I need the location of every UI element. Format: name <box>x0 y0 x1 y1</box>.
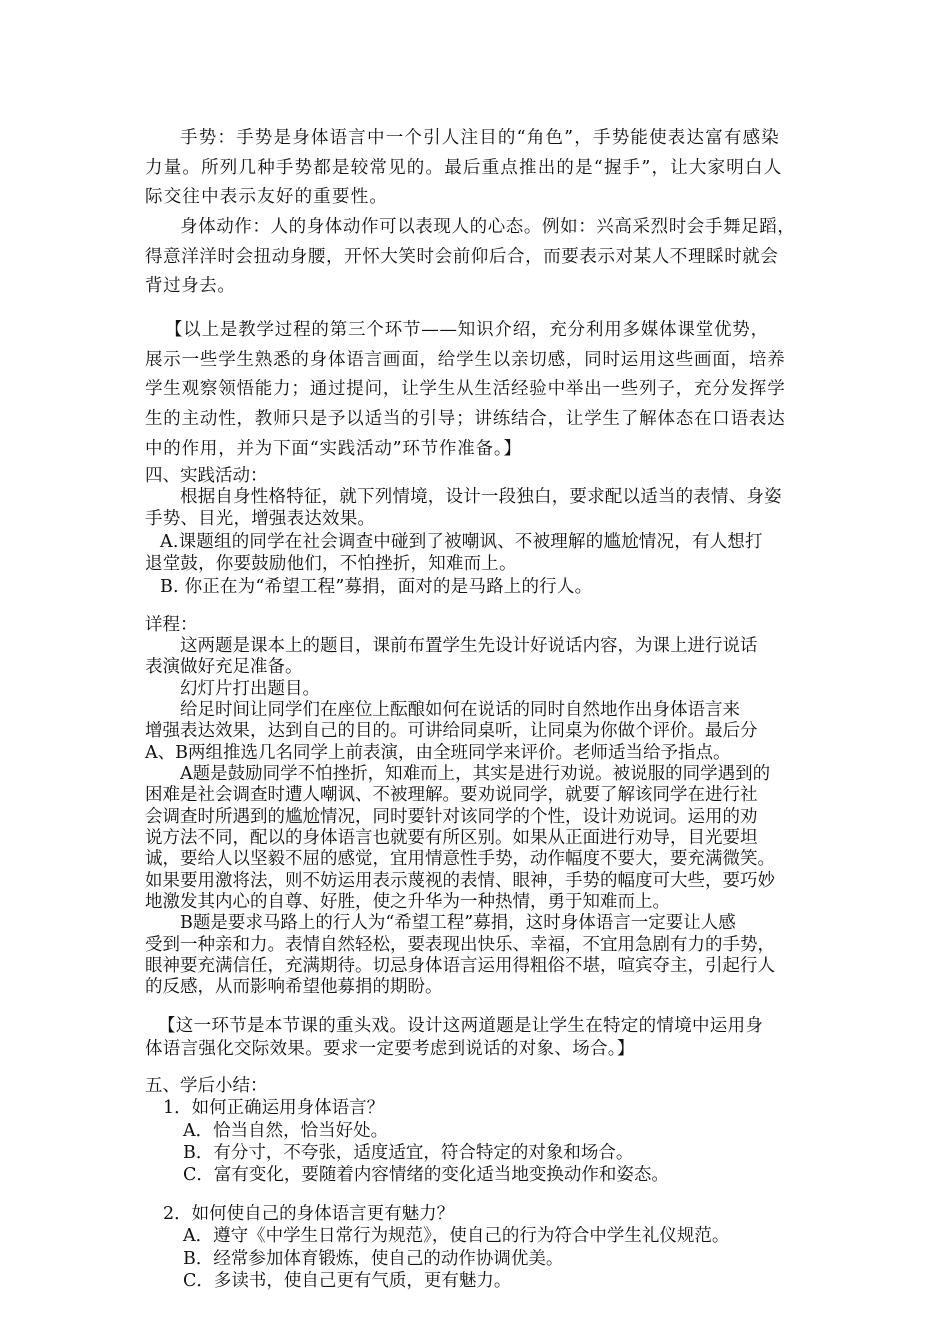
paragraph-line: 生的主动性，教师只是予以适当的引导；讲练结合，让学生了解体态在口语表达 <box>145 409 786 429</box>
paragraph-line: 说方法不同，配以的身体语言也就要有所区别。如果从正面进行劝导，目光要坦 <box>145 828 758 848</box>
paragraph-line: A、B两组推选几名同学上前表演，由全班同学来评价。老师适当给予指点。 <box>145 743 731 763</box>
paragraph-line: 受到一种亲和力。表情自然轻松，要表现出快乐、幸福，不宜用急剧有力的手势， <box>145 935 775 955</box>
paragraph-line: 手势、目光，增强表达效果。 <box>145 509 376 529</box>
paragraph-line: 【以上是教学过程的第三个环节——知识介绍，充分利用多媒体课堂优势， <box>165 320 769 340</box>
paragraph-line: 得意洋洋时会扭动身腰，开怀大笑时会前仰后合，而要表示对某人不理睬时就会 <box>145 247 779 267</box>
paragraph-line: A题是鼓励同学不怕挫折，知难而上，其实是进行劝说。被说服的同学遇到的 <box>180 764 771 784</box>
section-heading: 详程： <box>145 615 198 635</box>
paragraph-line: B题是要求马路上的行人为“希望工程”募捐，这时身体语言一定要让人感 <box>180 913 736 933</box>
paragraph-line: 这两题是课本上的题目，课前布置学生先设计好说话内容，为课上进行说话 <box>180 636 758 656</box>
paragraph-line: 困难是社会调查时遭人嘲讽、不被理解。要劝说同学，就要了解该同学在进行社 <box>145 785 758 805</box>
paragraph-line: 给足时间让同学们在座位上酝酿如何在说话的同时自然地作出身体语言来 <box>180 700 740 720</box>
paragraph-line: 身体动作：人的身体动作可以表现人的心态。例如：兴高采烈时会手舞足蹈， <box>180 217 796 237</box>
paragraph-line: 增强表达效果，达到自己的目的。可讲给同桌听，让同桌为你做个评价。最后分 <box>145 721 758 741</box>
answer-item: B．经常参加体育锻炼，使自己的动作协调优美。 <box>183 1249 564 1269</box>
paragraph-line: 展示一些学生熟悉的身体语言画面，给学生以亲切感，同时运用这些画面，培养 <box>145 350 786 370</box>
paragraph-line: 中的作用，并为下面“实践活动”环节作准备。】 <box>145 439 522 459</box>
paragraph-line: 如果要用激将法，则不妨运用表示蔑视的表情、眼神，手势的幅度可大些，要巧妙 <box>145 871 775 891</box>
paragraph-line: 退堂鼓，你要鼓励他们，不怕挫折，知难而上。 <box>145 554 517 574</box>
paragraph-line: 诚，要给人以坚毅不屈的感觉，宜用情意性手势，动作幅度不要大，要充满微笑。 <box>145 849 775 869</box>
paragraph-line: 手势：手势是身体语言中一个引人注目的“角色”，手势能使表达富有感染 <box>180 128 780 148</box>
paragraph-line: 表演做好充足准备。 <box>145 657 303 677</box>
paragraph-line: 的反感，从而影响希望他募捐的期盼。 <box>145 977 443 997</box>
section-heading: 四、实践活动： <box>145 466 268 486</box>
scenario-b: B. 你正在为“希望工程”募捐，面对的是马路上的行人。 <box>160 577 593 597</box>
paragraph-line: 地激发其内心的自尊、好胜，使之升华为一种热情，勇于知难而上。 <box>145 892 670 912</box>
answer-item: B．有分寸，不夸张，适度适宜，符合特定的对象和场合。 <box>183 1143 634 1163</box>
paragraph-line: 学生观察领悟能力；通过提问，让学生从生活经验中举出一些列子，充分发挥学 <box>145 379 786 399</box>
paragraph-line: 幻灯片打出题目。 <box>180 679 320 699</box>
paragraph-line: 力量。所列几种手势都是较常见的。最后重点推出的是“握手”，让大家明白人 <box>145 158 783 178</box>
answer-item: A．遵守《中学生日常行为规范》，使自己的行为符合中学生礼仪规范。 <box>183 1226 730 1246</box>
paragraph-line: 【这一环节是本节课的重头戏。设计这两道题是让学生在特定的情境中运用身 <box>158 1016 764 1036</box>
paragraph-line: 根据自身性格特征，就下列情境，设计一段独白，要求配以适当的表情、身姿 <box>180 487 782 507</box>
answer-item: A．恰当自然，恰当好处。 <box>183 1121 389 1141</box>
scenario-a: A.课题组的同学在社会调查中碰到了被嘲讽、不被理解的尴尬情况，有人想打 <box>160 532 763 552</box>
paragraph-line: 际交往中表示友好的重要性。 <box>145 187 389 207</box>
paragraph-line: 会调查时所遇到的尴尬情况，同时要针对该同学的个性，设计劝说词。运用的劝 <box>145 807 758 827</box>
paragraph-line: 体语言强化交际效果。要求一定要考虑到说话的对象、场合。】 <box>145 1039 635 1059</box>
question-1: 1．如何正确运用身体语言？ <box>163 1098 385 1118</box>
answer-item: C．富有变化，要随着内容情绪的变化适当地变换动作和姿态。 <box>183 1165 669 1185</box>
paragraph-line: 背过身去。 <box>145 276 236 296</box>
answer-item: C．多读书，使自己更有气质，更有魅力。 <box>183 1271 512 1291</box>
paragraph-line: 眼神要充满信任，充满期待。切忌身体语言运用得粗俗不堪，喧宾夺主，引起行人 <box>145 956 775 976</box>
section-heading: 五、学后小结： <box>145 1076 268 1096</box>
question-2: 2．如何使自己的身体语言更有魅力？ <box>163 1204 455 1224</box>
